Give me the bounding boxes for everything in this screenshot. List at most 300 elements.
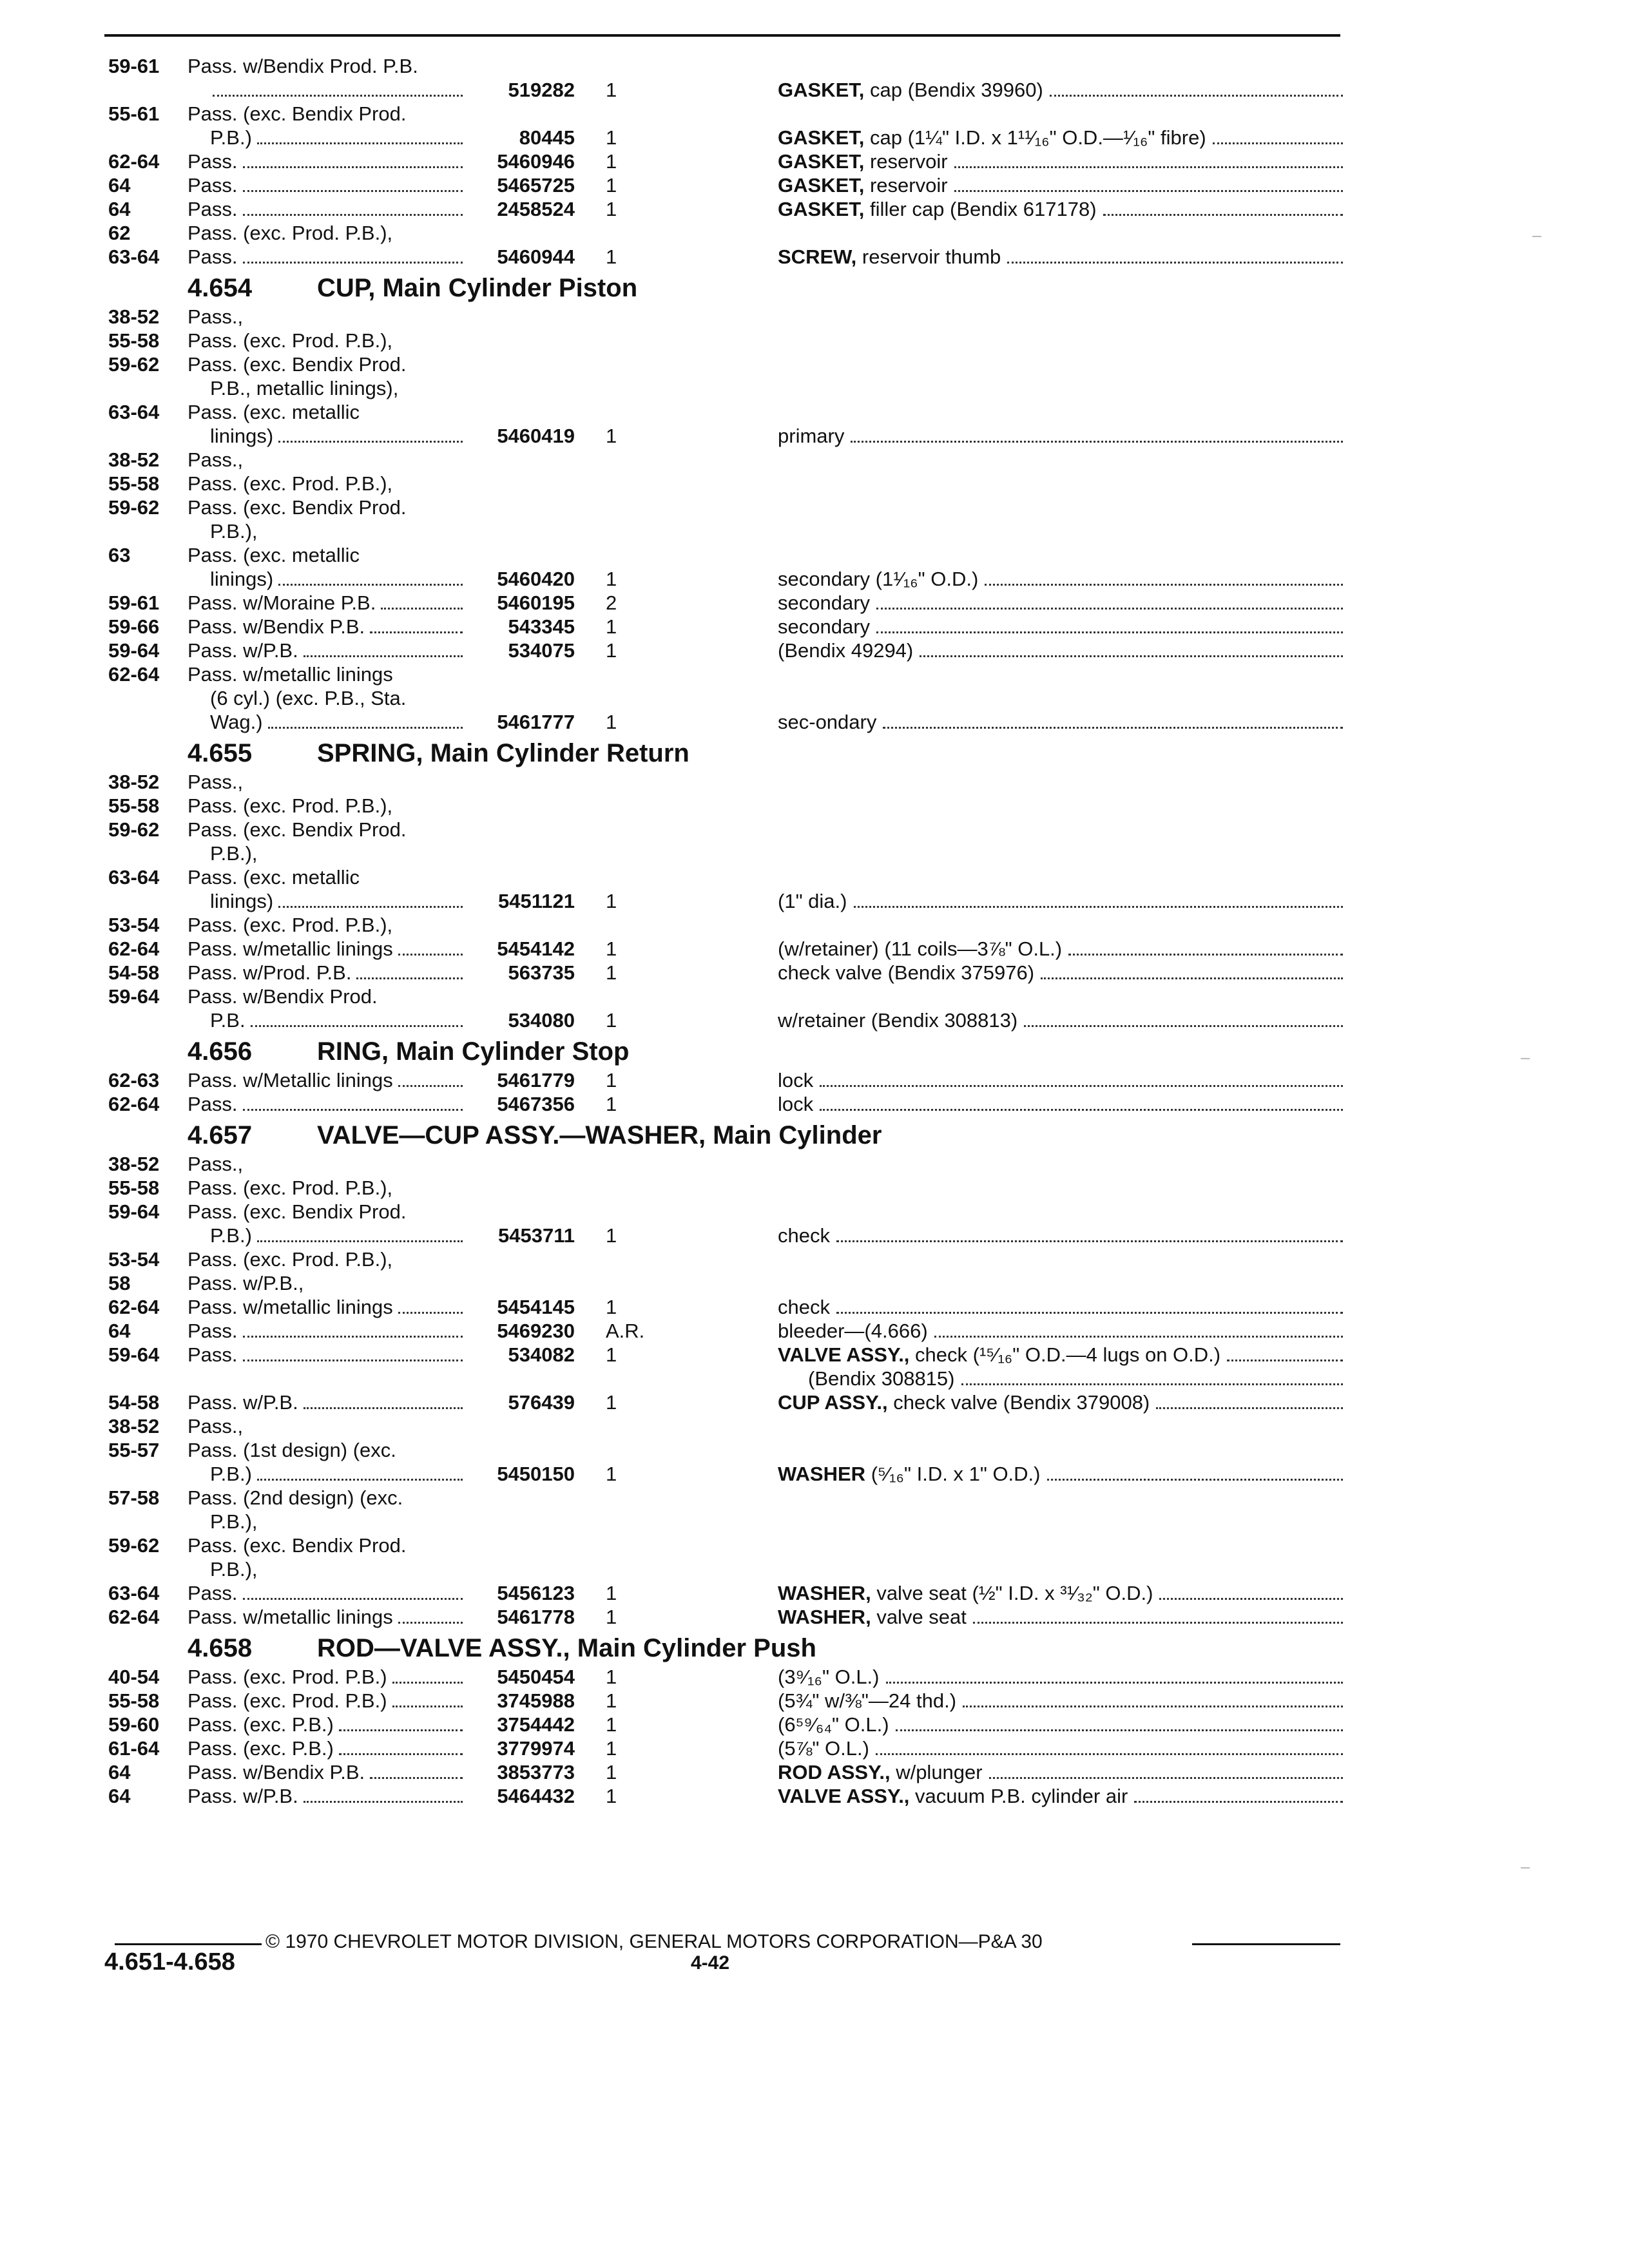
model-years: 64 [108, 1785, 131, 1807]
quantity: 1 [606, 79, 617, 101]
model-years: 55-61 [108, 102, 160, 125]
description [778, 424, 844, 448]
model-years: 59-61 [108, 591, 160, 614]
description-text: check valve (Bendix 375976) [778, 961, 1035, 984]
model-years: 62-64 [108, 150, 160, 173]
application: Pass. (exc. metallic [188, 401, 360, 423]
parts-row [0, 543, 1629, 567]
model-years: 63-64 [108, 1582, 160, 1604]
parts-row [0, 329, 1629, 352]
description-text: (5¾" w/⅜"—24 thd.) [778, 1689, 957, 1712]
parts-row [0, 149, 1629, 173]
leader-dots [1068, 937, 1343, 956]
leader-dots [392, 1665, 463, 1684]
model-years: 38-52 [108, 448, 160, 471]
description [778, 126, 1206, 149]
description-text: secondary (1¹⁄₁₆" O.D.) [778, 568, 979, 590]
quantity: 1 [606, 711, 617, 733]
part-number-value: 534082 [508, 1343, 575, 1366]
part-number-value: 576439 [508, 1391, 575, 1414]
model-years: 59-62 [108, 496, 160, 519]
leader-dots [243, 173, 463, 192]
application: Wag.) [210, 711, 263, 733]
parts-row [0, 1068, 1629, 1092]
quantity: 1 [606, 245, 617, 268]
application: Pass. (exc. Prod. P.B.), [188, 794, 393, 817]
application: Pass. (exc. Bendix Prod. [188, 1200, 407, 1223]
section-number: 4.655 [188, 739, 253, 767]
part-name: WASHER, [778, 1606, 871, 1628]
application: Pass. [188, 245, 238, 268]
leader-dots [954, 149, 1343, 168]
parts-row [0, 448, 1629, 472]
description-text: cap (1¼" I.D. x 1¹¹⁄₁₆" O.D.—¹⁄₁₆" fibre) [869, 126, 1206, 149]
description-text: w/plunger [896, 1761, 983, 1783]
part-name: GASKET, [778, 198, 865, 220]
application: Pass. w/Bendix Prod. P.B. [188, 55, 418, 77]
model-years: 57-58 [108, 1486, 160, 1509]
application: Pass. (exc. P.B.) [188, 1737, 334, 1760]
model-years: 63-64 [108, 245, 160, 268]
parts-row [0, 1557, 1629, 1581]
description [778, 889, 847, 913]
model-years: 63 [108, 544, 131, 566]
part-number-value: 5461779 [497, 1069, 575, 1091]
part-number-value: 80445 [519, 126, 575, 149]
leader-dots [934, 1319, 1343, 1338]
application: Pass. (exc. Bendix Prod. [188, 818, 407, 841]
description [778, 1390, 1150, 1414]
quantity: 1 [606, 1463, 617, 1485]
description-text: valve seat [876, 1606, 967, 1628]
application: linings) [210, 425, 274, 447]
application: Pass. (exc. Bendix Prod. [188, 102, 407, 125]
application: Pass. (exc. Prod. P.B.), [188, 914, 393, 936]
leader-dots [356, 961, 463, 979]
application: Pass. [188, 198, 238, 220]
model-years: 62-64 [108, 937, 160, 960]
parts-row [0, 1784, 1629, 1808]
application: P.B.) [210, 1224, 252, 1247]
leader-dots [243, 1092, 463, 1111]
leader-dots [820, 1092, 1343, 1111]
description-text: lock [778, 1093, 814, 1115]
model-years: 55-58 [108, 1689, 160, 1712]
application: Pass. (2nd design) (exc. [188, 1486, 403, 1509]
parts-row [0, 1665, 1629, 1689]
description [778, 615, 870, 639]
parts-row [0, 54, 1629, 78]
parts-row [0, 937, 1629, 961]
parts-row [0, 818, 1629, 841]
footer-page-number: 4-42 [691, 1952, 730, 1974]
quantity: 1 [606, 568, 617, 590]
application: Pass. w/Moraine P.B. [188, 591, 376, 614]
application: Pass. (exc. Bendix Prod. [188, 1534, 407, 1557]
application: Pass. (exc. Prod. P.B.) [188, 1689, 387, 1712]
description-text: (w/retainer) (11 coils—3⅞" O.L.) [778, 937, 1063, 960]
part-number-value: 2458524 [497, 198, 575, 220]
description [778, 639, 913, 662]
part-number-value: 534075 [508, 639, 575, 662]
description-text: cap (Bendix 39960) [869, 79, 1043, 101]
model-years: 62-63 [108, 1069, 160, 1091]
top-rule [104, 34, 1340, 37]
description [778, 567, 978, 591]
leader-dots [961, 1367, 1343, 1385]
leader-dots [339, 1713, 463, 1731]
quantity: 1 [606, 1737, 617, 1760]
parts-row [0, 1736, 1629, 1760]
description-text: (6⁵⁹⁄₆₄" O.L.) [778, 1713, 889, 1736]
leader-dots [1227, 1343, 1343, 1361]
leader-dots [268, 710, 463, 729]
description [778, 1068, 813, 1092]
application: P.B.) [210, 1463, 252, 1485]
parts-row [0, 770, 1629, 794]
application: Pass. w/P.B., [188, 1272, 304, 1294]
application: Pass. (exc. P.B.) [188, 1713, 334, 1736]
parts-row [0, 615, 1629, 639]
leader-dots [339, 1736, 463, 1755]
description [778, 1689, 956, 1713]
leader-dots [985, 567, 1343, 586]
description [778, 149, 948, 173]
leader-dots [251, 1008, 463, 1027]
model-years: 59-64 [108, 1200, 160, 1223]
leader-dots [1159, 1581, 1343, 1600]
parts-row [0, 1200, 1629, 1224]
model-years: 64 [108, 1320, 131, 1342]
leader-dots [304, 1784, 463, 1803]
parts-row [0, 78, 1629, 102]
model-years: 62-64 [108, 663, 160, 686]
application: Pass. w/P.B. [188, 1391, 298, 1414]
description [778, 1784, 1128, 1808]
application: (6 cyl.) (exc. P.B., Sta. [210, 687, 407, 709]
application: Pass., [188, 1415, 244, 1437]
description-text: (5⅞" O.L.) [778, 1737, 869, 1760]
description [778, 1605, 967, 1629]
parts-row [0, 400, 1629, 424]
parts-row [0, 472, 1629, 495]
parts-row [0, 1689, 1629, 1713]
section-number: 4.658 [188, 1634, 253, 1662]
application: Pass. w/metallic linings [188, 663, 393, 686]
application: Pass. (exc. Prod. P.B.) [188, 1666, 387, 1688]
application: P.B.), [210, 520, 258, 543]
quantity: 1 [606, 1069, 617, 1091]
parts-row [0, 913, 1629, 937]
leader-dots [1047, 1462, 1343, 1481]
model-years: 61-64 [108, 1737, 160, 1760]
description-text: filler cap (Bendix 617178) [869, 198, 1097, 220]
parts-row [0, 495, 1629, 519]
leader-dots [398, 1605, 463, 1624]
application: Pass. (exc. Prod. P.B.), [188, 222, 393, 244]
application: Pass. w/Bendix P.B. [188, 615, 365, 638]
application: Pass. (exc. Prod. P.B.), [188, 1177, 393, 1199]
description [778, 591, 870, 615]
leader-dots [213, 78, 463, 97]
scan-mark [1532, 236, 1541, 237]
quantity: 1 [606, 1093, 617, 1115]
part-number-value: 3754442 [497, 1713, 575, 1736]
application: Pass. [188, 1320, 238, 1342]
part-number-value: 5454142 [497, 937, 575, 960]
description-text: (⁵⁄₁₆" I.D. x 1" O.D.) [871, 1463, 1041, 1485]
leader-dots [304, 1390, 463, 1409]
model-years: 53-54 [108, 1248, 160, 1271]
part-number-value: 5456123 [497, 1582, 575, 1604]
application: Pass., [188, 771, 244, 793]
parts-row [0, 710, 1629, 734]
model-years: 59-60 [108, 1713, 160, 1736]
parts-row [0, 1319, 1629, 1343]
parts-row [0, 519, 1629, 543]
part-name: GASKET, [778, 150, 865, 173]
quantity: 1 [606, 1713, 617, 1736]
application: Pass., [188, 1153, 244, 1175]
model-years: 38-52 [108, 1153, 160, 1175]
description-text: reservoir thumb [862, 245, 1001, 268]
leader-dots [854, 889, 1343, 908]
application: Pass. w/P.B. [188, 1785, 298, 1807]
description-text: check [778, 1224, 830, 1247]
model-years: 38-52 [108, 305, 160, 328]
part-number-value: 5450150 [497, 1463, 575, 1485]
leader-dots [836, 1224, 1343, 1242]
leader-dots [1213, 126, 1343, 144]
parts-row [0, 1271, 1629, 1295]
part-number-value: 5461777 [497, 711, 575, 733]
leader-dots [851, 424, 1343, 443]
part-name: VALVE ASSY., [778, 1785, 910, 1807]
quantity: 1 [606, 937, 617, 960]
leader-dots [1007, 245, 1343, 264]
description [778, 710, 876, 734]
application: P.B., metallic linings), [210, 377, 399, 399]
leader-dots [278, 889, 463, 908]
model-years: 59-64 [108, 639, 160, 662]
section-title: CUP, Main Cylinder Piston [317, 274, 638, 302]
model-years: 40-54 [108, 1666, 160, 1688]
parts-row [0, 245, 1629, 269]
model-years: 63-64 [108, 401, 160, 423]
leader-dots [370, 1760, 463, 1779]
parts-row [0, 197, 1629, 221]
leader-dots [278, 424, 463, 443]
application: Pass. w/metallic linings [188, 1606, 393, 1628]
description [778, 1581, 1153, 1605]
quantity: 1 [606, 1606, 617, 1628]
parts-row [0, 841, 1629, 865]
leader-dots [278, 567, 463, 586]
application: Pass. [188, 174, 238, 197]
leader-dots [883, 710, 1343, 729]
description-text: check valve (Bendix 379008) [893, 1391, 1150, 1414]
footer-section-range: 4.651-4.658 [104, 1948, 235, 1975]
description [778, 1092, 813, 1116]
parts-row [0, 1533, 1629, 1557]
parts-row [0, 567, 1629, 591]
parts-row [0, 1176, 1629, 1200]
description [778, 1760, 983, 1784]
quantity: 1 [606, 198, 617, 220]
application: Pass. w/metallic linings [188, 937, 393, 960]
section-number: 4.656 [188, 1037, 253, 1066]
parts-row [0, 1367, 1629, 1390]
description-text: secondary [778, 615, 871, 638]
quantity: 1 [606, 890, 617, 912]
leader-dots [820, 1068, 1343, 1087]
leader-dots [886, 1665, 1343, 1684]
part-number-value: 5465725 [497, 174, 575, 197]
quantity: 1 [606, 1391, 617, 1414]
parts-row [0, 1605, 1629, 1629]
part-number-value: 5460946 [497, 150, 575, 173]
application: P.B. [210, 1009, 246, 1032]
model-years: 59-64 [108, 985, 160, 1008]
model-years: 54-58 [108, 1391, 160, 1414]
parts-row [0, 865, 1629, 889]
model-years: 64 [108, 1761, 131, 1783]
quantity: 1 [606, 1785, 617, 1807]
quantity: 2 [606, 591, 617, 614]
application: Pass. (exc. metallic [188, 866, 360, 889]
description [778, 1462, 1041, 1486]
leader-dots [836, 1295, 1343, 1314]
quantity: 1 [606, 1582, 617, 1604]
leader-dots [243, 197, 463, 216]
description [778, 1295, 830, 1319]
application: Pass., [188, 448, 244, 471]
parts-row [0, 1343, 1629, 1367]
parts-row [0, 794, 1629, 818]
part-name: VALVE ASSY., [778, 1343, 910, 1366]
parts-row [0, 1510, 1629, 1533]
leader-dots [243, 1343, 463, 1361]
model-years: 55-58 [108, 794, 160, 817]
part-number-value: 5461778 [497, 1606, 575, 1628]
leader-dots [243, 1319, 463, 1338]
description [778, 1008, 1017, 1032]
parts-row [0, 889, 1629, 913]
leader-dots [1050, 78, 1343, 97]
parts-row [0, 1224, 1629, 1247]
application: P.B.), [210, 842, 258, 865]
application: Pass. (exc. Prod. P.B.), [188, 1248, 393, 1271]
application: Pass. (1st design) (exc. [188, 1439, 396, 1461]
parts-row [0, 985, 1629, 1008]
quantity: 1 [606, 1009, 617, 1032]
application: linings) [210, 890, 274, 912]
model-years: 55-58 [108, 472, 160, 495]
application: Pass. w/Bendix Prod. [188, 985, 378, 1008]
part-name: GASKET, [778, 79, 865, 101]
parts-row [0, 126, 1629, 149]
footer-rule-right [1192, 1943, 1340, 1945]
quantity: 1 [606, 639, 617, 662]
description-text: (3⁹⁄₁₆" O.L.) [778, 1666, 880, 1688]
parts-row [0, 1760, 1629, 1784]
model-years: 64 [108, 198, 131, 220]
parts-row [0, 102, 1629, 126]
model-years: 53-54 [108, 914, 160, 936]
description-text: check [778, 1296, 830, 1318]
parts-row [0, 662, 1629, 686]
part-number-value: 5451121 [498, 890, 575, 912]
description [808, 1367, 955, 1390]
model-years: 38-52 [108, 1415, 160, 1437]
leader-dots [1156, 1390, 1343, 1409]
model-years: 58 [108, 1272, 131, 1294]
description [778, 1224, 830, 1247]
part-number-value: 3745988 [497, 1689, 575, 1712]
leader-dots [920, 639, 1343, 657]
description-text: w/retainer (Bendix 308813) [778, 1009, 1018, 1032]
part-number-value: 5464432 [497, 1785, 575, 1807]
application: Pass. w/Metallic linings [188, 1069, 393, 1091]
application: Pass. w/metallic linings [188, 1296, 393, 1318]
application: Pass. [188, 1093, 238, 1115]
quantity: 1 [606, 1296, 617, 1318]
part-number-value: 534080 [508, 1009, 575, 1032]
section-title: RING, Main Cylinder Stop [317, 1037, 630, 1066]
leader-dots [370, 615, 463, 633]
quantity: 1 [606, 1761, 617, 1783]
leader-dots [954, 173, 1343, 192]
application: P.B.) [210, 126, 252, 149]
description-text: reservoir [869, 174, 948, 197]
description-text: lock [778, 1069, 814, 1091]
leader-dots [381, 591, 463, 610]
application: Pass., [188, 305, 244, 328]
parts-row [0, 1390, 1629, 1414]
model-years: 59-64 [108, 1343, 160, 1366]
section-title: VALVE—CUP ASSY.—WASHER, Main Cylinder [317, 1121, 882, 1149]
model-years: 64 [108, 174, 131, 197]
scan-mark [1521, 1867, 1530, 1869]
part-number-value: 3779974 [497, 1737, 575, 1760]
parts-row [0, 1486, 1629, 1510]
part-number-value: 5460195 [497, 591, 575, 614]
description [778, 1713, 889, 1736]
parts-row [0, 591, 1629, 615]
description [778, 1343, 1220, 1367]
description [778, 245, 1001, 269]
parts-row [0, 376, 1629, 400]
part-number-value: 543345 [508, 615, 575, 638]
description [778, 961, 1034, 985]
model-years: 62-64 [108, 1606, 160, 1628]
description-text: (1" dia.) [778, 890, 847, 912]
model-years: 59-62 [108, 818, 160, 841]
application: Pass. (exc. Prod. P.B.), [188, 472, 393, 495]
parts-row [0, 1438, 1629, 1462]
leader-dots [876, 615, 1343, 633]
model-years: 59-66 [108, 615, 160, 638]
parts-row [0, 221, 1629, 245]
leader-dots [1041, 961, 1343, 979]
model-years: 62 [108, 222, 131, 244]
description [778, 1736, 869, 1760]
leader-dots [963, 1689, 1343, 1707]
quantity: A.R. [606, 1320, 645, 1342]
application: Pass. [188, 1343, 238, 1366]
description-text: check (¹⁵⁄₁₆" O.D.—4 lugs on O.D.) [915, 1343, 1221, 1366]
parts-row [0, 1414, 1629, 1438]
